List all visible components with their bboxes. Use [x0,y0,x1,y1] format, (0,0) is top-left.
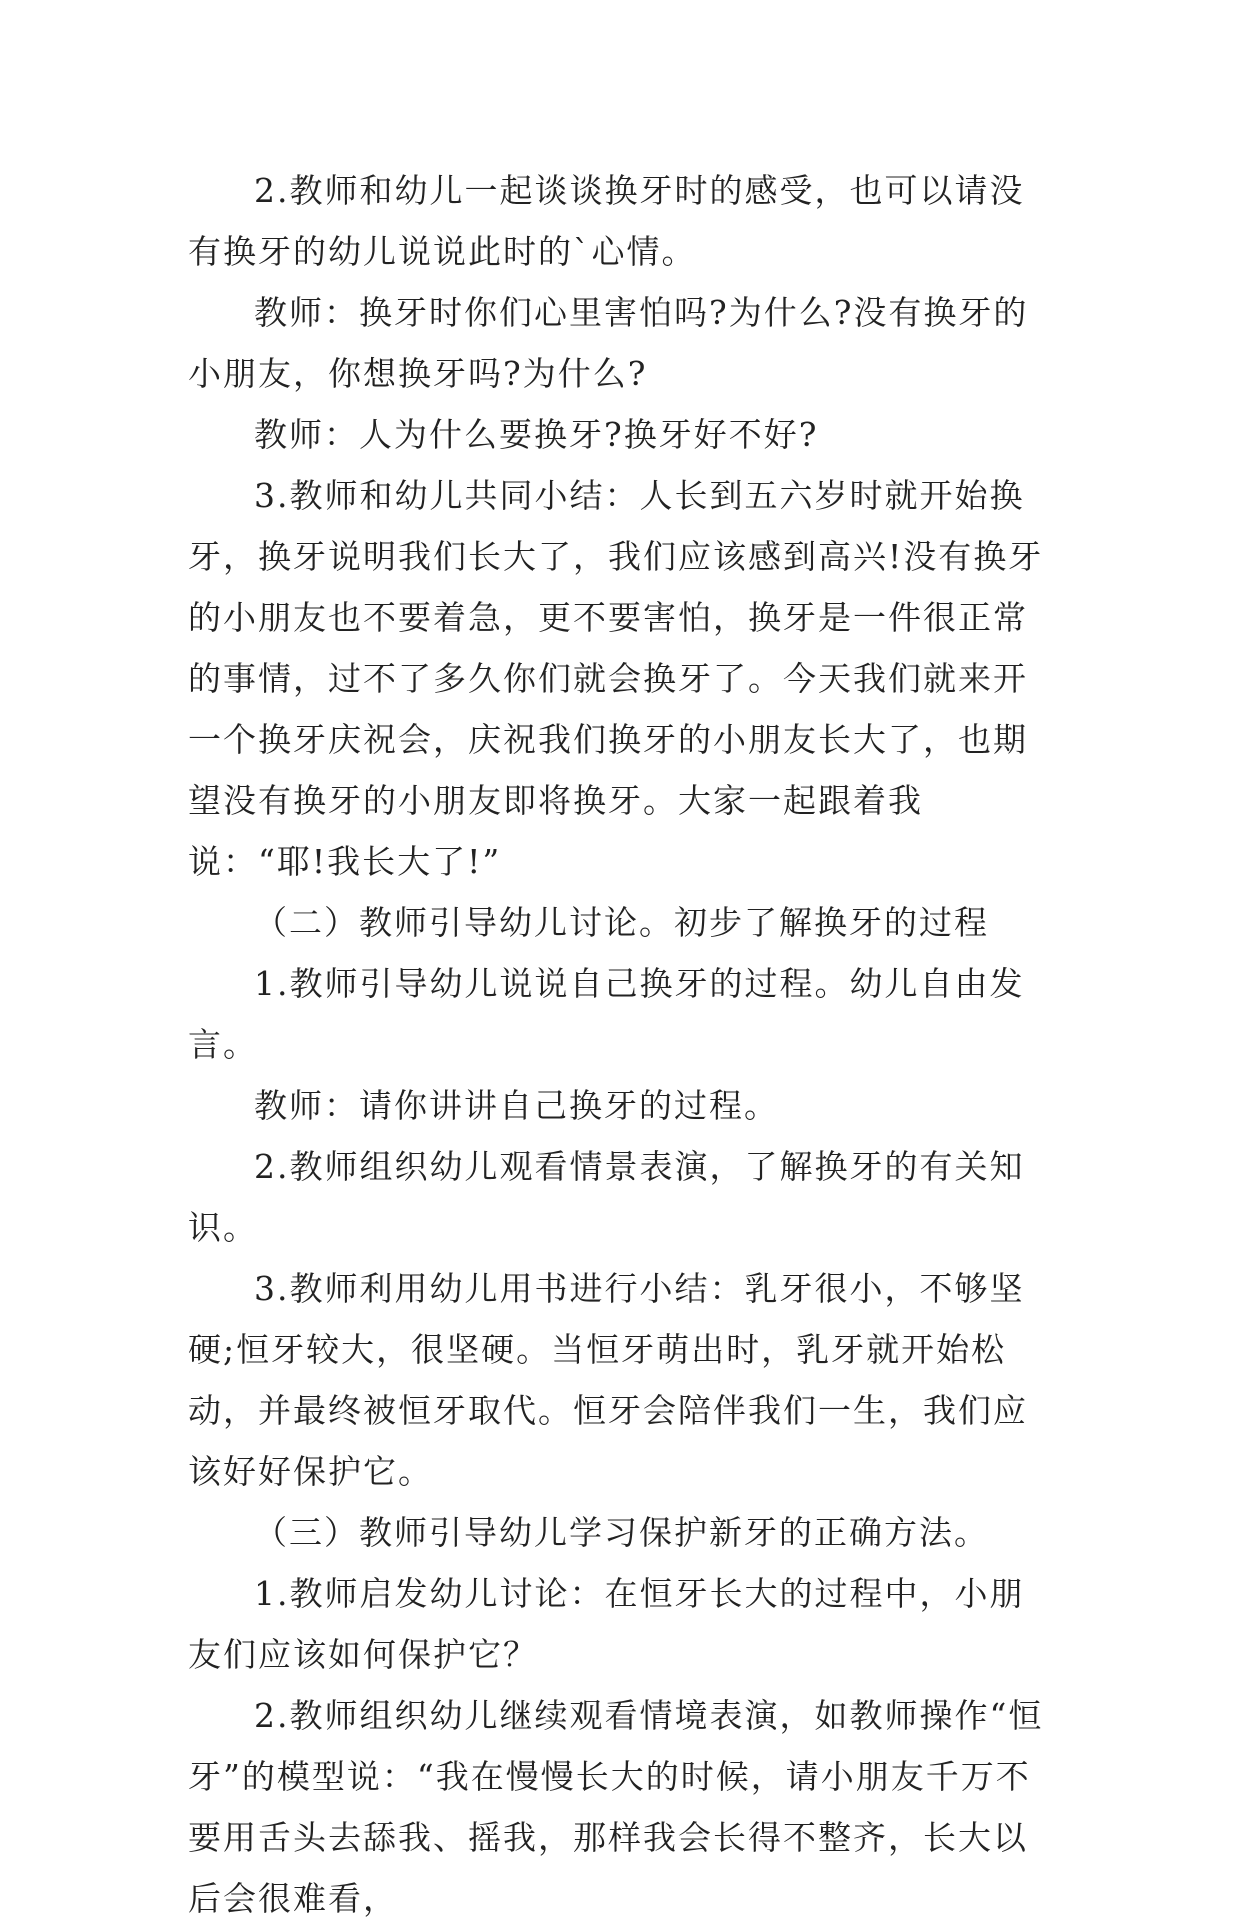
paragraph-9: 3.教师利用幼儿用书进行小结：乳牙很小，不够坚硬;恒牙较大，很坚硬。当恒牙萌出时，乳牙就开始松动，并最终被恒牙取代。恒牙会陪伴我们一生，我们应该好好保护它。 [188,1269,1028,1491]
paragraph-6: 1.教师引导幼儿说说自己换牙的过程。幼儿自由发言。 [188,964,1025,1064]
section-heading-3: （三）教师引导幼儿学习保护新牙的正确方法。 [254,1513,989,1552]
paragraph-3: 教师：人为什么要换牙?换牙好不好? [254,415,819,454]
paragraph-11: 1.教师启发幼儿讨论：在恒牙长大的过程中，小朋友们应该如何保护它？ [188,1574,1025,1674]
paragraph-7: 教师：请你讲讲自己换牙的过程。 [254,1086,779,1125]
paragraph-4: 3.教师和幼儿共同小结：人长到五六岁时就开始换牙，换牙说明我们长大了，我们应该感到高兴!没有换牙的小朋友也不要着急，更不要害怕，换牙是一件很正常的事情，过不了多久你们就会换牙了。今天我们就来开一个换牙庆祝会，庆祝我们换牙的小朋友长大了，也期望没有换牙的小朋友即将换牙。大家一起跟着我说：“耶!我长大了!” [188,476,1044,881]
document-body [188,160,1054,1929]
paragraph-12: 2.教师组织幼儿继续观看情境表演，如教师操作“恒牙”的模型说：“我在慢慢长大的时候，请小朋友千万不要用舌头去舔我、摇我，那样我会长得不整齐，长大以后会很难看， [188,1696,1044,1918]
paragraph-8: 2.教师组织幼儿观看情景表演，了解换牙的有关知识。 [188,1147,1025,1247]
paragraph-1: 2.教师和幼儿一起谈谈换牙时的感受，也可以请没有换牙的幼儿说说此时的`心情。 [188,171,1025,271]
section-heading-2: （二）教师引导幼儿讨论。初步了解换牙的过程 [254,903,989,942]
paragraph-2: 教师：换牙时你们心里害怕吗?为什么?没有换牙的小朋友，你想换牙吗?为什么? [188,293,1029,393]
